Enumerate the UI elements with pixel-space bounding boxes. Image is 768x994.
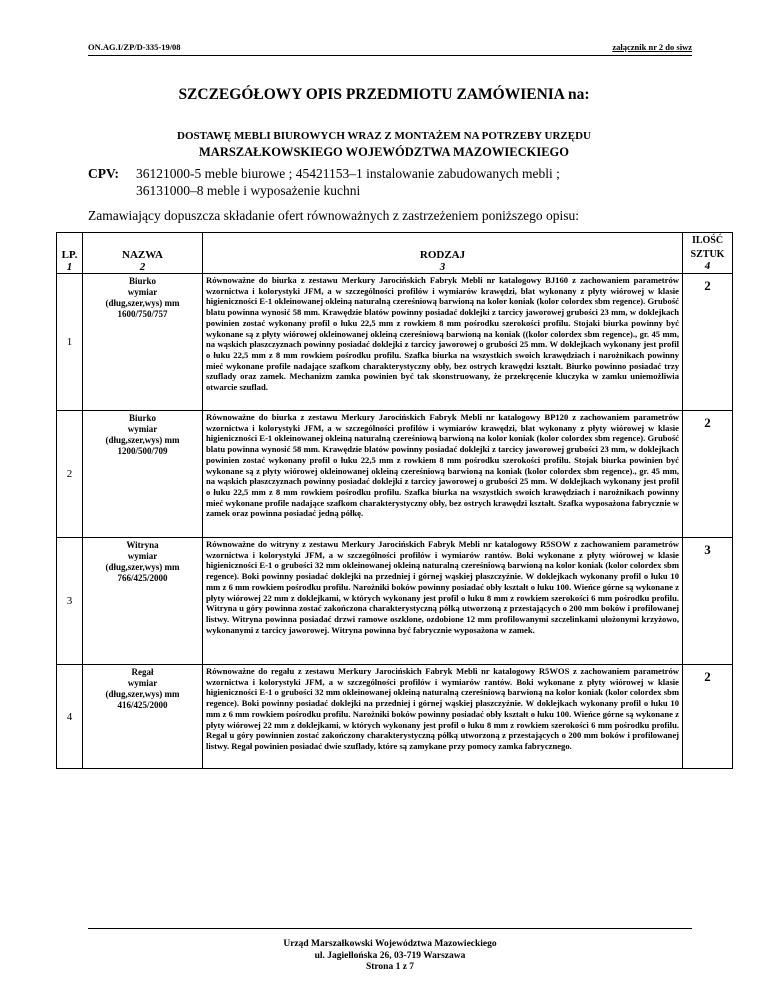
name-line: 1600/750/757 [117, 309, 168, 319]
name-line: Witryna [126, 540, 159, 550]
name-line: wymiar [127, 287, 158, 297]
table-row [57, 538, 733, 665]
name-line: 766/425/2000 [117, 573, 168, 583]
row-description: Równoważne do biurka z zestawu Merkury Jarocińskich Fabryk Mebli nr katalogowy BJ160 z zachowaniem parametrów wzornictwa i kolorystyki JFM, a w szczególności profilów i wymiarów krawędzi, blat wykonany z płyty wiórowej w klasie higieniczności E-1 okleinowanej okleiną naturalną czereśniową barwioną na kolor koniak (kolor colordex sbm regence). Grubość blatu powinna wynosić 58 mm. Krawędzie blatów powinny posiadać doklejki z tarcicy jaworowej grubości 23 mm, w doklejkach powinien zostać wykonany profil o łuku 22,5 mm z rowkiem 8 mm pośrodku szerokości profilu. Stojaki biurka powinny być wykonane są z płyty wiórowej okleinowanej okleiną czereśniową barwioną na koniak ((kolor colordex sbm regence)., gr. 45 mm, na wąskich płaszczyznach powinny posiadać doklejki z tarcicy jaworowej o grubości 25 mm. W doklejkach wykonany jest profil o łuku 22,5 mm z 8 mm rowkiem pośrodku profilu. Szafka biurka na wszystkich swoich krawędziach i narożnikach powinny mieć wykonane profile nadające szafkom charakterystyczny obły, bez ostrych krawędzi kształt. Biurko powinno posiadać trzy szuflady oraz zamek. Mechanizm zamka powinien być tak skonstruowany, że przekręcenie kluczyka w zamku uniemożliwia otwarcie szuflad. [203, 274, 683, 411]
specification-table [56, 232, 733, 769]
name-line: 416/425/2000 [117, 700, 168, 710]
intro-text: Zamawiający dopuszcza składanie ofert równoważnych z zastrzeżeniem poniższego opisu: [88, 208, 580, 223]
header-lp-num: 1 [66, 261, 73, 273]
header-ilosc [683, 233, 733, 274]
header-rodzaj [203, 233, 683, 274]
name-line: (dług,szer,wys) mm [105, 435, 180, 445]
row-quantity: 2 [683, 274, 733, 411]
subtitle-line-1: DOSTAWĘ MEBLI BIUROWYCH WRAZ Z MONTAŻEM NA POTRZEBY URZĘDU [177, 130, 591, 142]
name-line: Biurko [128, 276, 156, 286]
subtitle [0, 128, 768, 160]
header-nazwa-num: 2 [139, 261, 146, 273]
row-name [83, 538, 203, 665]
header-lp [57, 233, 83, 274]
name-line: (dług,szer,wys) mm [105, 298, 180, 308]
name-line: wymiar [127, 678, 158, 688]
row-quantity: 2 [683, 411, 733, 538]
table-row [57, 274, 733, 411]
cpv-line-2: 36131000–8 meble i wyposażenie kuchni [136, 183, 361, 198]
row-name [83, 665, 203, 769]
page-footer [88, 928, 692, 974]
footer-address: ul. Jagiellońska 26, 03-719 Warszawa [314, 950, 466, 961]
row-quantity: 3 [683, 538, 733, 665]
row-lp: 3 [57, 538, 83, 665]
name-line: (dług,szer,wys) mm [105, 562, 180, 572]
table-row [57, 665, 733, 769]
header-ilosc-label: ILOŚĆ [691, 235, 724, 246]
name-line: (dług,szer,wys) mm [105, 689, 180, 699]
footer-office: Urząd Marszałkowski Województwa Mazowieckiego [283, 939, 497, 949]
name-line: Regał [131, 667, 154, 677]
subtitle-line-2: MARSZAŁKOWSKIEGO WOJEWÓDZTWA MAZOWIECKIEGO [199, 145, 569, 159]
header-rodzaj-num: 3 [439, 261, 446, 273]
attachment-label: załącznik nr 2 do siwz [612, 42, 692, 52]
page-header [88, 40, 692, 56]
table-header-row [57, 233, 733, 274]
table-row [57, 411, 733, 538]
header-nazwa [83, 233, 203, 274]
page-title: SZCZEGÓŁOWY OPIS PRZEDMIOTU ZAMÓWIENIA na: [178, 86, 590, 103]
row-lp: 2 [57, 411, 83, 538]
header-ilosc-num: 4 [704, 260, 711, 272]
row-lp: 4 [57, 665, 83, 769]
name-line: Biurko [128, 413, 156, 423]
header-rodzaj-label: RODZAJ [419, 249, 466, 261]
name-line: wymiar [127, 551, 158, 561]
cpv-line-1: 36121000-5 meble biurowe ; 45421153–1 instalowanie zabudowanych mebli ; [136, 166, 560, 181]
row-lp: 1 [57, 274, 83, 411]
header-lp-label: LP. [61, 249, 78, 261]
footer-page-number: Strona 1 z 7 [365, 962, 415, 972]
row-description: Równoważne do biurka z zestawu Merkury Jarocińskich Fabryk Mebli nr katalogowy BP120 z zachowaniem parametrów wzornictwa i kolorystyki JFM, a w szczególności profilów i wymiarów krawędzi, blat wykonany z płyty wiórowej w klasie higieniczności E-1 okleinowanej okleiną naturalną czereśniową barwioną na kolor koniak (kolor colordex sbm regence). Grubość blatu powinna wynosić 58 mm. Krawędzie blatów powinny posiadać doklejki z tarcicy jaworowej grubości 23 mm, w doklejkach powinien zostać wykonany profil o łuku 22,5 mm z rowkiem 8 mm pośrodku szerokości profilu. Stojak biurka powinien być wykonane są z płyty wiórowej okleinowanej okleiną czereśniową barwioną na koniak (kolor colordex sbm regence)., gr. 45 mm, na wąskich płaszczyznach powinny posiadać doklejki z tarcicy jaworowej o grubości 25 mm. W doklejkach wykonany jest profil o łuku 22,5 mm z 8 mm rowkiem pośrodku profilu. Szafka biurka na wszystkich swoich krawędziach i narożnikach powinny mieć wykonane profile nadające szafkom charakterystyczny obły, bez ostrych krawędzi kształt. Szafka wyposażona fabrycznie w zamek oraz powinna posiadać jedną półkę. [203, 411, 683, 538]
row-quantity: 2 [683, 665, 733, 769]
row-name [83, 411, 203, 538]
name-line: wymiar [127, 424, 158, 434]
header-nazwa-label: NAZWA [122, 249, 163, 261]
header-sztuk-label: SZTUK [690, 249, 725, 260]
row-description: Równoważne do regału z zestawu Merkury Jarocińskich Fabryk Mebli nr katalogowy R5WOS z zachowaniem parametrów wzornictwa i kolorystyki JFM, a w szczególności profilów i wymiarów rantów. Boki wykonane z płyty wiórowej w klasie higieniczności E-1 o grubości 32 mm okleinowanej okleiną naturalną czereśniową barwioną na kolor koniak (kolor colordex sbm regence). Boki powinny posiadać doklejki na przedniej i górnej wąskiej płaszczyźnie. W doklejkach wykonany profil o łuku 10 mm z 6 mm rowkiem pośrodku profilu. Narożniki boków powinny posiadać obły kształt o łuku 100. Wieńce górne są wykonane z płyty wiórowej 22 mm z doklejkami, w których wykonany jest profil o łuku 8 mm z rowkiem szerokości 6 mm pośrodku profilu. Regał u góry powinnien zostać zakończony charakterystyczną półką utworzoną z przestających o 200 mm boków i profilowanej listwy. Regał powinien posiadać dwie szuflady, które są zamykane przy pomocy zamka fabrycznego. [203, 665, 683, 769]
cpv-label: CPV: [88, 166, 120, 181]
row-description: Równoważne do witryny z zestawu Merkury Jarocińskich Fabryk Mebli nr katalogowy R5SOW z zachowaniem parametrów wzornictwa i kolorystyki JFM, a w szczególności profilów i wymiarów rantów. Boki wykonane z płyty wiórowej w klasie higieniczności E-1 o grubości 32 mm okleinowanej okleiną naturalną czereśniową barwioną na kolor koniak (kolor colordex sbm regence). Boki powinny posiadać doklejki na przedniej i górnej wąskiej płaszczyźnie. W doklejkach wykonany profil o łuku 10 mm z 6 mm rowkiem pośrodku profilu. Narożniki boków powinny posiadać obły kształt o łuku 100. Wieńce górne są wykonane z płyty wiórowej 22 mm z doklejkami, w których wykonany jest profil o łuku 8 mm z rowkiem szerokości 6 mm pośrodku profilu. Witryna u góry powinna zostać zakończona charakterystyczną półką utworzoną z przestających o 200 mm boków i profilowanej listwy. Witryna powinna posiadać drzwi ramowe oszklone, ozdobione 12 mm profilowanymi szczelinkami ułożonymi krzyżowo, wykonanymi z tarcicy jaworowej. Witryna powinna być fabrycznie wyposażona w zamek. [203, 538, 683, 665]
row-name [83, 274, 203, 411]
document-reference: ON.AG.I/ZP/D-335-19/08 [88, 42, 181, 52]
name-line: 1200/500/709 [117, 446, 168, 456]
